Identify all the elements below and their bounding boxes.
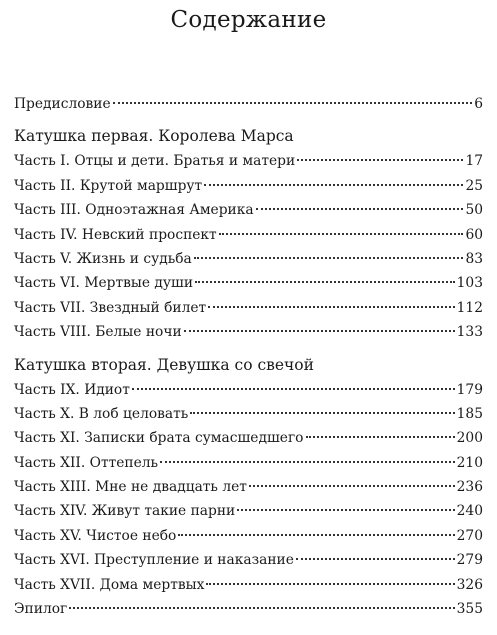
toc-entry-label: Часть IV. Невский проспект xyxy=(14,226,217,243)
dot-leader xyxy=(237,509,454,511)
toc-entry[interactable] xyxy=(14,524,483,548)
toc-entry-label: Часть XVII. Дома мертвых xyxy=(14,576,205,593)
toc-entry[interactable] xyxy=(14,320,483,344)
toc-entry[interactable] xyxy=(14,247,483,271)
dot-leader xyxy=(178,534,454,536)
dot-leader xyxy=(297,159,463,161)
toc-entry-label: Часть XII. Оттепель xyxy=(14,454,159,471)
toc-entry-label: Эпилог xyxy=(14,601,68,618)
dot-leader xyxy=(195,281,455,283)
toc-entry-label: Часть XV. Чистое небо xyxy=(14,527,177,544)
toc-entry-preface[interactable] xyxy=(14,92,483,116)
section-heading: Катушка первая. Королева Марса xyxy=(14,127,294,146)
toc-entry-page: 270 xyxy=(456,527,483,544)
toc-entry[interactable] xyxy=(14,597,483,621)
dot-leader xyxy=(113,102,473,104)
toc-entry[interactable] xyxy=(14,223,483,247)
dot-leader xyxy=(256,208,464,210)
section-heading: Катушка вторая. Девушка со свечой xyxy=(14,355,314,374)
dot-leader xyxy=(69,607,454,609)
dot-leader xyxy=(296,558,455,560)
toc-entry-page: 103 xyxy=(456,275,483,292)
dot-leader xyxy=(249,485,455,487)
toc-entry-page: 210 xyxy=(456,454,483,471)
toc-entry-label: Часть I. Отцы и дети. Братья и матери xyxy=(14,153,296,170)
toc-entry-label: Часть IX. Идиот xyxy=(14,381,130,398)
dot-leader xyxy=(160,461,455,463)
toc-entry[interactable] xyxy=(14,378,483,402)
toc-entry-label: Часть VIII. Белые ночи xyxy=(14,324,182,341)
toc-entry-page: 236 xyxy=(456,479,483,496)
dot-leader xyxy=(306,436,455,438)
toc-entry-page: 83 xyxy=(465,250,483,267)
toc-entry-label: Часть X. В лоб целовать xyxy=(14,405,189,422)
table-of-contents xyxy=(14,92,483,621)
toc-entry-label: Часть VII. Звездный билет xyxy=(14,299,207,316)
toc-entry-label: Часть II. Крутой маршрут xyxy=(14,177,203,194)
toc-entry-page: 112 xyxy=(456,299,483,316)
toc-entry-page: 200 xyxy=(456,430,483,447)
toc-entry-label: Часть XVI. Преступление и наказание xyxy=(14,552,294,569)
toc-entry[interactable] xyxy=(14,149,483,173)
page-title: Содержание xyxy=(170,7,327,33)
toc-entry[interactable] xyxy=(14,548,483,572)
dot-leader xyxy=(208,306,455,308)
toc-entry[interactable] xyxy=(14,402,483,426)
toc-entry-page: 50 xyxy=(465,202,483,219)
toc-entry-label: Предисловие xyxy=(14,96,111,112)
dot-leader xyxy=(219,233,464,235)
toc-entry-page: 25 xyxy=(465,177,483,194)
toc-entry[interactable] xyxy=(14,499,483,523)
toc-entry[interactable] xyxy=(14,271,483,295)
toc-entry-label: Часть V. Жизнь и судьба xyxy=(14,250,192,267)
dot-leader xyxy=(190,412,454,414)
toc-entry-page: 133 xyxy=(456,324,483,341)
toc-entry-page: 279 xyxy=(456,552,483,569)
toc-entry-page: 179 xyxy=(456,381,483,398)
toc-entry-page: 185 xyxy=(456,405,483,422)
toc-entry-page: 17 xyxy=(465,153,483,170)
toc-entry-page: 240 xyxy=(456,503,483,520)
toc-entry-page: 355 xyxy=(456,601,483,618)
toc-entry[interactable] xyxy=(14,198,483,222)
toc-entry-label: Часть VI. Мертвые души xyxy=(14,275,194,292)
dot-leader xyxy=(204,184,463,186)
toc-entry[interactable] xyxy=(14,475,483,499)
dot-leader xyxy=(184,330,455,332)
dot-leader xyxy=(206,583,454,585)
toc-entry-label: Часть XI. Записки брата сумасшедшего xyxy=(14,430,304,447)
toc-entry-label: Часть XIII. Мне не двадцать лет xyxy=(14,479,247,496)
toc-entry-label: Часть XIV. Живут такие парни xyxy=(14,503,236,520)
toc-entry-page: 326 xyxy=(456,576,483,593)
toc-entry[interactable] xyxy=(14,426,483,450)
toc-entry[interactable] xyxy=(14,296,483,320)
dot-leader xyxy=(194,257,464,259)
toc-entry[interactable] xyxy=(14,573,483,597)
toc-entry-page: 60 xyxy=(465,226,483,243)
toc-entry-page: 6 xyxy=(474,96,483,112)
toc-entry[interactable] xyxy=(14,174,483,198)
toc-entry[interactable] xyxy=(14,451,483,475)
toc-entry-label: Часть III. Одноэтажная Америка xyxy=(14,202,254,219)
dot-leader xyxy=(132,388,455,390)
